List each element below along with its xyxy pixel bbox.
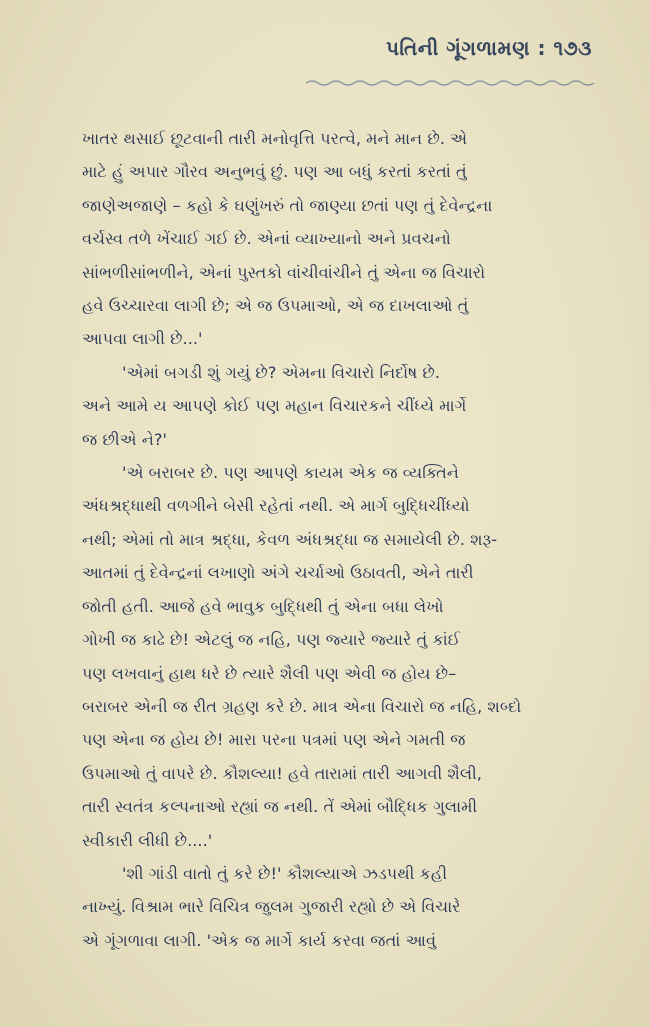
text-line: ગોખી જ કાઢે છે! એટલું જ નહિ, પણ જ્યારે જ્યારે તું કાંઈ [82,630,461,650]
page-body [82,122,602,957]
text-line: આતમાં તું દેવેન્દ્રનાં લખાણો અંગે ચર્ચાઓ ઉઠાવતી, એને તારી [82,563,474,583]
text-line: સાંભળીસાંભળીને, એનાં પુસ્તકો વાંચીવાંચીને તું એના જ વિચારો [82,262,486,282]
text-line: માટે હું અપાર ગૌરવ અનુભવું છું. પણ આ બધું કરતાં કરતાં તું [82,162,467,182]
text-line: બરાબર એની જ રીત ગ્રહણ કરે છે. માત્ર એના વિચારો જ નહિ, શબ્દો [82,696,522,716]
text-line: તારી સ્વતંત્ર કલ્પનાઓ રહ્યાં જ નથી. તેં એમાં બૌદ્ધિક ગુલામી [82,797,478,817]
text-line: ઉપમાઓ તું વાપરે છે. કૌશલ્યા! હવે તારામાં તારી આગવી શૈલી, [82,763,482,783]
text-line: 'એમાં બગડી શું ગયું છે? એમના વિચારો નિર્દોષ છે. [122,362,441,382]
text-line: નથી; એમાં તો માત્ર શ્રદ્ધા, કેવળ અંધશ્રદ્ધા જ સમાયેલી છે. શરૂ- [82,529,498,549]
running-head-underline [306,78,596,88]
text-line: 'શી ગાંડી વાતો તું કરે છે!' કૌશલ્યાએ ઝડપથી કહી [122,863,448,883]
text-line: આપવા લાગી છે...' [82,329,203,349]
running-head: પતિની ગૂંગળામણ : ૧૭૩ [385,36,592,60]
text-line: 'એ બરાબર છે. પણ આપણે કાયમ એક જ વ્યક્તિને [122,463,459,483]
text-line: અંધશ્રદ્ધાથી વળગીને બેસી રહેતાં નથી. એ માર્ગ બુદ્ધિચીંધ્યો [82,496,470,516]
text-line: અને આમે ય આપણે કોઈ પણ મહાન વિચારકને ચીંધ્યે માર્ગે [82,396,467,416]
paragraph-1 [82,122,602,356]
text-line: જાણેઅજાણે – કહો કે ઘણુંખરું તો જાણ્યા છતાં પણ તું દેવેન્દ્રના [82,195,493,215]
text-line: ખાતર થસાઈ છૂટવાની તારી મનોવૃત્તિ પરત્વે, મને માન છે. એ [82,129,468,148]
text-line: એ ગૂંગળાવા લાગી. 'એક જ માર્ગે કાર્ય કરવા જતાં આવું [82,930,437,950]
text-line: સ્વીકારી લીધી છે....' [82,830,213,850]
text-line: પણ લખવાનું હાથ ધરે છે ત્યારે શૈલી પણ એવી જ હોય છે– [82,663,457,683]
text-line: વર્ચસ્વ તળે ખેંચાઈ ગઈ છે. એનાં વ્યાખ્યાનો અને પ્રવચનો [82,229,451,249]
paragraph-4 [82,857,602,957]
text-line: નાખ્યું. વિશ્રામ ભારે વિચિત્ર જુલમ ગુજારી રહ્યો છે એ વિચારે [82,897,461,917]
text-line: જ છીએ ને?' [82,429,167,449]
text-line: પણ એના જ હોય છે! મારા પરના પત્રમાં પણ એને ગમતી જ [82,730,466,750]
text-line: જોતી હતી. આજે હવે ભાવુક બુદ્ધિથી તું એના બધા લેખો [82,596,444,616]
paragraph-3 [82,456,602,857]
paragraph-2 [82,356,602,456]
text-line: હવે ઉચ્ચારવા લાગી છે; એ જ ઉપમાઓ, એ જ દાખલાઓ તું [82,296,469,316]
